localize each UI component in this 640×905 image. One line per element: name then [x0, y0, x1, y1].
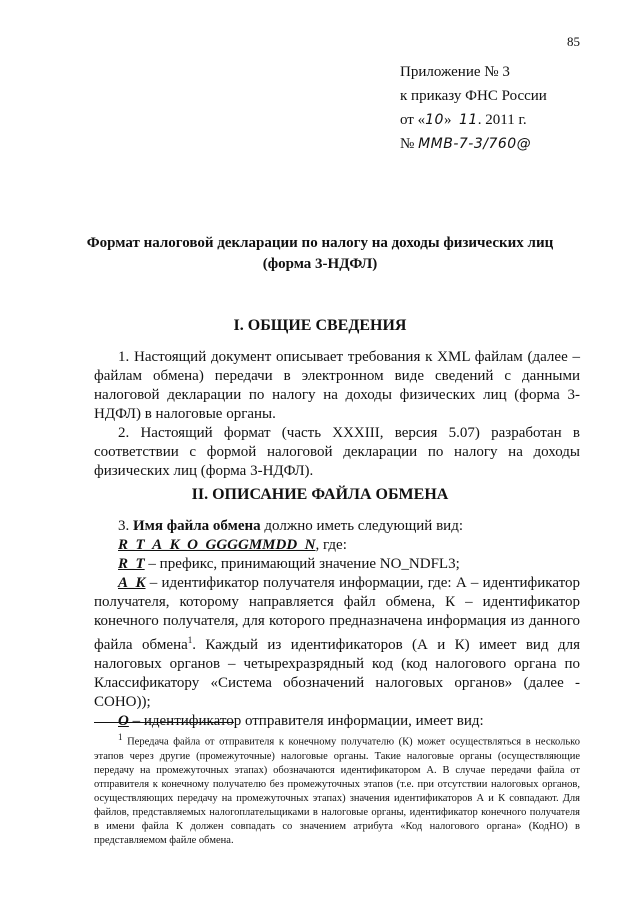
date-suffix: . 2011 г. — [477, 112, 527, 128]
o-text: – идентификатор отправителя информации, имеет вид: — [128, 713, 484, 729]
p3-number: 3. — [118, 518, 133, 534]
paragraph-3 — [94, 517, 580, 731]
ak-code: A_K — [118, 575, 146, 591]
appendix-number — [400, 132, 547, 156]
rt-definition — [94, 555, 580, 574]
footnote-ref: 1 — [187, 635, 193, 645]
footnote-text: Передача файла от отправителя к конечному получателю (К) может осуществляться в несколько этапов через другие (промежуточные) налоговые органы. Такие налоговые органы (осуществляющие передачу на промежуточных этапах) обозначаются идентификатором А. В случае передачи файла от отправителя к конечному получателю без промежуточных этапов (т.е. при отсутствии налоговых органов, осуществляющих передачу на промежуточных этапах) значения идентификаторов А и К совпадают. Для файлов, представляемых налогоплательщиками в налоговые органы, идентификатор конечного получателя в имени файла К должен совпадать со значением атрибута «Код налогового органа» (КодНО) в представляемом файле обмена. — [94, 736, 580, 846]
date-prefix: от « — [400, 112, 426, 128]
appendix-block — [400, 60, 547, 156]
footnote-rule — [94, 722, 234, 723]
footnote-mark: 1 — [118, 732, 123, 742]
footnote — [94, 730, 580, 848]
title-line-1: Формат налоговой декларации по налогу на доходы физических лиц — [86, 235, 554, 251]
rt-code: R_T — [118, 556, 145, 572]
appendix-date — [400, 108, 547, 132]
pattern-code: R_T_A_K_O_GGGGMMDD_N — [118, 537, 316, 553]
o-code: O — [118, 713, 129, 729]
page-number: 85 — [567, 34, 580, 49]
appendix-line-1: Приложение № 3 — [400, 64, 510, 80]
p3-rest: должно иметь следующий вид: — [260, 518, 463, 534]
appendix-line-2: к приказу ФНС России — [400, 88, 547, 104]
section-2-heading: II. ОПИСАНИЕ ФАЙЛА ОБМЕНА — [191, 486, 449, 503]
p3-intro — [94, 517, 580, 536]
p3-term: Имя файла обмена — [133, 518, 261, 534]
ak-text-2: . Каждый из идентификаторов (А и К) имеет вид для налоговых органов – четырехразрядный код (код налогового органа по Классификатору «Система обозначений налоговых органов» (далее - СОНО)); — [94, 637, 580, 710]
title-line-2: (форма 3-НДФЛ) — [262, 256, 378, 272]
paragraph-1: 1. Настоящий документ описывает требования к XML файлам (далее – файлам обмена) передачи в электронном виде сведений с данными налоговой декларации по налогу на доходы физических лиц (форма 3-НДФЛ) в налоговые органы. — [94, 349, 580, 422]
number-prefix: № — [400, 136, 419, 152]
pattern-suffix: , где: — [315, 537, 347, 553]
ak-text: – идентификатор получателя информации, где: А – идентификатор получателя, которому направляется файл обмена, К – идентификатор конечного получателя, для которого предназначена информация из данного файла обмена — [94, 575, 580, 653]
rt-text: – префикс, принимающий значение NO_NDFL3; — [144, 556, 460, 572]
file-pattern — [94, 536, 580, 555]
paragraph-2: 2. Настоящий формат (часть XXXIII, версия 5.07) разработан в соответствии с формой налоговой декларации по налогу на доходы физических лиц (форма 3-НДФЛ). — [94, 425, 580, 479]
document-title — [60, 233, 580, 275]
ak-definition — [94, 574, 580, 712]
date-month: 11 — [458, 112, 478, 128]
date-day: 10 — [425, 112, 444, 128]
date-mid: » — [443, 112, 452, 128]
section-1-heading: I. ОБЩИЕ СВЕДЕНИЯ — [233, 317, 407, 334]
number-value: ММВ-7-3/760@ — [418, 136, 532, 152]
